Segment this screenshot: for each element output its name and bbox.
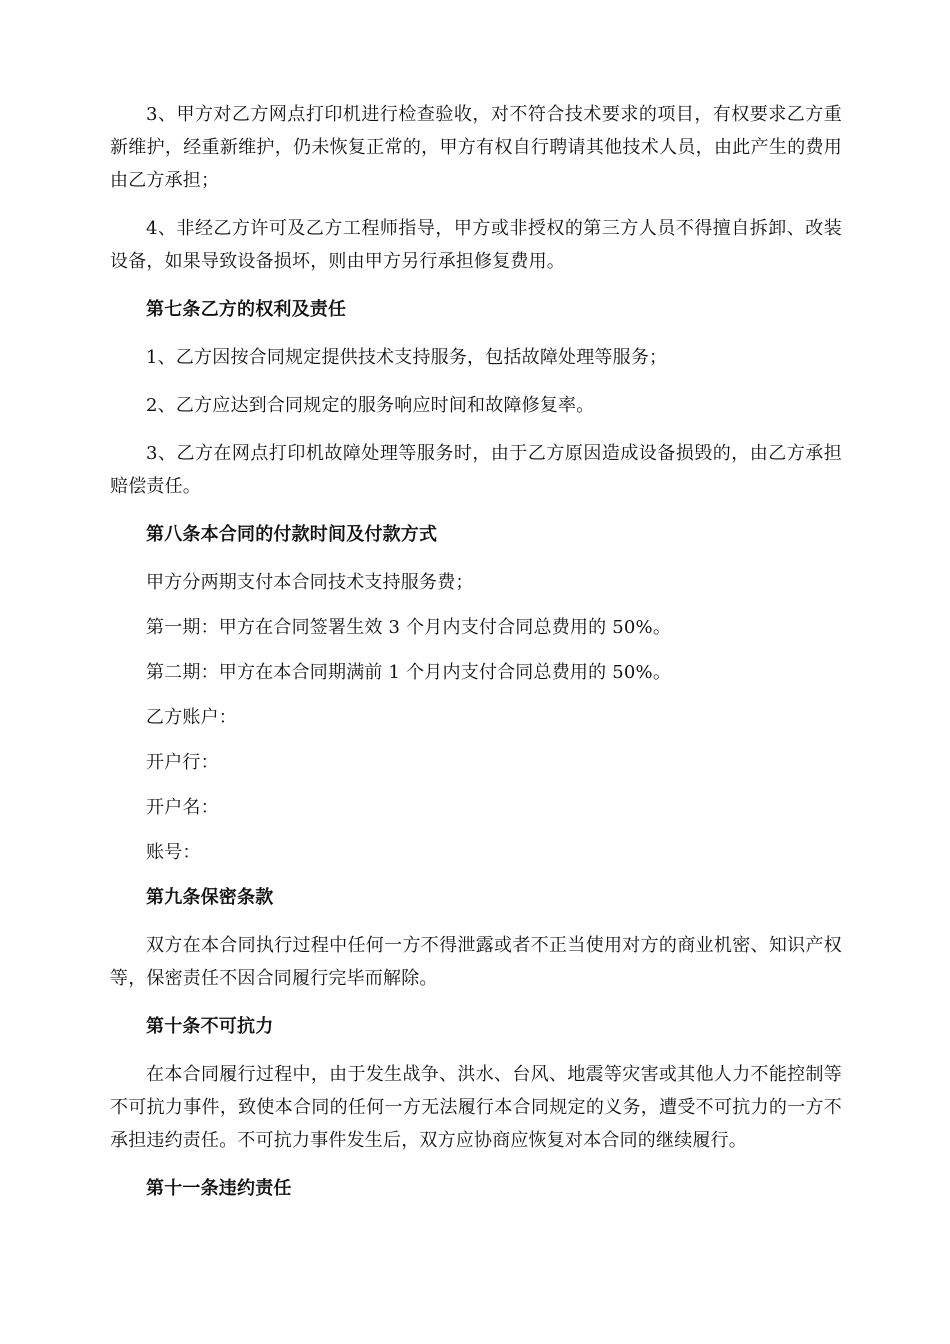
clause-7-item-1: 1、乙方因按合同规定提供技术支持服务，包括故障处理等服务；: [146, 347, 668, 368]
clause-9-text: 双方在本合同执行过程中任何一方不得泄露或者不正当使用对方的商业机密、知识产权等，保密责任不因合同履行完毕而解除。: [110, 935, 842, 989]
clause-10-text: 在本合同履行过程中，由于发生战争、洪水、台风、地震等灾害或其他人力不能控制等不可抗力事件，致使本合同的任何一方无法履行本合同规定的义务，遭受不可抗力的一方不承担违约责任。不可抗力事件发生后，双方应协商应恢复对本合同的继续履行。: [110, 1064, 842, 1151]
payment-phase-2: 第二期：甲方在本合同期满前 1 个月内支付合同总费用的 50%。: [146, 662, 672, 683]
payment-intro: 甲方分两期支付本合同技术支持服务费；: [146, 572, 474, 593]
clause-9-heading: 第九条保密条款: [146, 887, 274, 908]
clause-11-heading: 第十一条违约责任: [146, 1178, 292, 1199]
clause-6-item-3: 3、甲方对乙方网点打印机进行检查验收，对不符合技术要求的项目，有权要求乙方重新维护，经重新维护，仍未恢复正常的，甲方有权自行聘请其他技术人员，由此产生的费用由乙方承担；: [110, 104, 842, 191]
payment-phase-1: 第一期：甲方在合同签署生效 3 个月内支付合同总费用的 50%。: [146, 617, 672, 638]
account-label: 乙方账户：: [146, 707, 237, 728]
clause-10-heading: 第十条不可抗力: [146, 1016, 274, 1037]
clause-8-heading: 第八条本合同的付款时间及付款方式: [146, 524, 438, 545]
clause-6-item-4: 4、非经乙方许可及乙方工程师指导，甲方或非授权的第三方人员不得擅自拆卸、改装设备，如果导致设备损坏，则由甲方另行承担修复费用。: [110, 218, 842, 272]
document-body: [110, 98, 842, 1220]
account-number-label: 账号：: [146, 842, 201, 863]
clause-7-item-3: 3、乙方在网点打印机故障处理等服务时，由于乙方原因造成设备损毁的，由乙方承担赔偿责任。: [110, 443, 842, 497]
clause-7-item-2: 2、乙方应达到合同规定的服务响应时间和故障修复率。: [146, 395, 595, 416]
clause-7-heading: 第七条乙方的权利及责任: [146, 299, 347, 320]
bank-label: 开户行：: [146, 752, 219, 773]
account-name-label: 开户名：: [146, 797, 219, 818]
